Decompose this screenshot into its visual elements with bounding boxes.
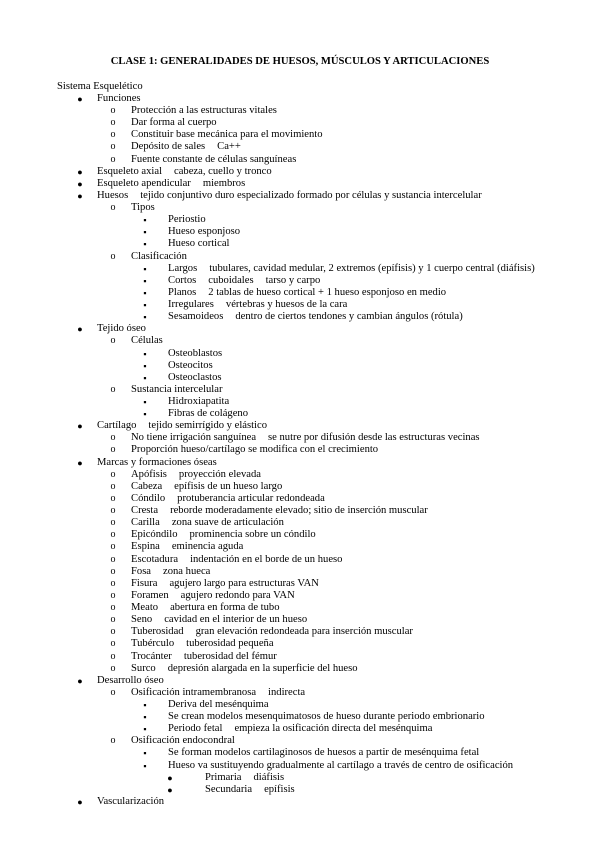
outline-item: [131, 687, 305, 699]
item-description: agujero redondo para VAN: [180, 589, 295, 601]
item-description: prominencia sobre un cóndilo: [189, 529, 316, 541]
outline-item: [97, 190, 482, 202]
item-term: Carilla: [131, 517, 160, 529]
item-term: Tuberosidad: [131, 626, 184, 638]
outline-item: [131, 105, 277, 117]
bullet-marker: ●: [77, 166, 83, 177]
item-description: zona suave de articulación: [171, 517, 284, 529]
item-term: Osificación endocondral: [131, 735, 235, 747]
item-term: Hueso cortical: [168, 238, 230, 250]
outline-item: [168, 311, 463, 323]
bullet-marker: o: [110, 589, 116, 601]
bullet-marker: o: [110, 202, 116, 214]
item-term: Proporción hueso/cartílago se modifica con el crecimiento: [131, 444, 379, 456]
outline-item: [131, 251, 187, 263]
outline-item: [97, 457, 217, 469]
outline-item: [97, 420, 267, 432]
item-description: dentro de ciertos tendones y cambian ángulos (rótula): [235, 311, 463, 323]
item-term: Apófisis: [131, 468, 167, 480]
bullet-marker: o: [110, 468, 116, 480]
bullet-marker: ▪: [143, 312, 147, 323]
bullet-marker: o: [110, 553, 116, 565]
bullet-marker: o: [110, 602, 116, 614]
item-term: Osificación intramembranosa: [131, 686, 257, 698]
item-description: epífisis de un hueso largo: [174, 480, 283, 492]
bullet-marker: o: [110, 650, 116, 662]
bullet-marker: ●: [167, 784, 173, 795]
bullet-marker: ▪: [143, 724, 147, 735]
item-term: Funciones: [97, 93, 141, 104]
item-term: Hidroxiapatita: [168, 396, 230, 407]
item-term: Esqueleto axial: [97, 165, 163, 177]
item-term: Sesamoideos: [168, 311, 224, 323]
item-description: cabeza, cuello y tronco: [174, 165, 272, 177]
outline-item: [131, 626, 413, 638]
item-description: cuboidales: [208, 274, 254, 286]
bullet-marker: ▪: [143, 275, 147, 286]
bullet-marker: o: [110, 638, 116, 650]
item-term: Secundaria: [205, 783, 253, 795]
bullet-marker: o: [110, 117, 116, 129]
item-description: protuberancia articular redondeada: [177, 492, 325, 504]
item-term: Primaria: [205, 771, 242, 783]
bullet-marker: ▪: [143, 409, 147, 420]
outline-item: [131, 517, 284, 529]
item-term: Hueso esponjoso: [168, 226, 241, 238]
outline-item: [168, 214, 206, 226]
bullet-marker: ●: [77, 796, 83, 807]
item-term: Cabeza: [131, 480, 163, 492]
item-description: vértebras y huesos de la cara: [225, 299, 348, 311]
bullet-marker: ●: [77, 324, 83, 335]
outline-item: [131, 651, 277, 663]
item-term: Fuente constante de células sanguíneas: [131, 153, 297, 165]
item-term: Desarrollo óseo: [97, 674, 164, 686]
item-term: Cartílago: [97, 420, 137, 432]
item-term: Osteoblastos: [168, 347, 223, 359]
item-term: Se forman modelos cartilaginosos de huesos a partir de mesénquima fetal: [168, 747, 480, 759]
outline-item: [168, 238, 229, 250]
item-description: abertura en forma de tubo: [170, 602, 280, 614]
item-description: eminencia aguda: [171, 541, 244, 553]
bullet-marker: ●: [77, 94, 83, 104]
bullet-marker: o: [110, 517, 116, 529]
item-description: indentación en el borde de un hueso: [190, 553, 343, 565]
bullet-marker: ▪: [143, 360, 147, 371]
item-description: tejido semirrígido y elástico: [148, 420, 267, 432]
outline-item: [131, 444, 378, 456]
item-description: miembros: [202, 177, 246, 189]
bullet-marker: ●: [167, 772, 173, 783]
outline-item: [131, 529, 316, 541]
outline-item: [131, 735, 235, 747]
bullet-marker: o: [110, 141, 116, 153]
item-term: Hueso va sustituyendo gradualmente al cartílago a través de centro de osificación: [168, 759, 514, 771]
item-term: Escotadura: [131, 553, 179, 565]
outline-item: [97, 166, 272, 178]
item-term: Epicóndilo: [131, 529, 178, 541]
item-description: proyección elevada: [178, 468, 261, 480]
document-title: CLASE 1: GENERALIDADES DE HUESOS, MÚSCULOS Y ARTICULACIONES: [110, 56, 490, 67]
bullet-marker: o: [110, 686, 116, 698]
item-term: Osteoclastos: [168, 371, 222, 383]
bullet-marker: o: [110, 614, 116, 626]
outline-item: [131, 481, 282, 493]
outline-item: [131, 141, 241, 153]
outline-item: [131, 638, 274, 650]
bullet-marker: ●: [77, 190, 83, 201]
item-term: Sustancia intercelular: [131, 383, 223, 395]
item-term: Meato: [131, 602, 159, 614]
bullet-marker: o: [110, 565, 116, 577]
item-term: Depósito de sales: [131, 141, 206, 153]
item-term: Periostio: [168, 214, 206, 226]
item-term: Periodo fetal: [168, 723, 223, 735]
bullet-marker: ▪: [143, 215, 147, 226]
bullet-marker: o: [110, 129, 116, 141]
item-term: No tiene irrigación sanguínea: [131, 432, 257, 444]
item-term: Constituir base mecánica para el movimiento: [131, 129, 323, 141]
outline-item: [131, 493, 325, 505]
bullet-marker: ▪: [143, 287, 147, 298]
outline-item: [168, 408, 248, 420]
item-description: 2 tablas de hueso cortical + 1 hueso esponjoso en medio: [208, 286, 447, 298]
item-description: tejido conjuntivo duro especializado formado por células y sustancia intercelular: [140, 189, 482, 201]
bullet-marker: o: [110, 432, 116, 444]
outline-item: [168, 372, 222, 384]
item-term: Cóndilo: [131, 492, 166, 504]
item-term: Marcas y formaciones óseas: [97, 456, 217, 468]
item-term: Tejido óseo: [97, 323, 146, 335]
item-term: Protección a las estructuras vitales: [131, 105, 277, 117]
bullet-marker: o: [110, 105, 116, 117]
bullet-marker: ▪: [143, 748, 147, 759]
bullet-marker: o: [110, 335, 116, 347]
outline-item: [131, 384, 222, 396]
bullet-marker: o: [110, 529, 116, 541]
outline-item: [131, 154, 296, 166]
item-term: Tubérculo: [131, 638, 175, 650]
item-term: Seno: [131, 614, 153, 626]
item-description: epífisis: [264, 783, 295, 795]
item-term: Fibras de colágeno: [168, 408, 249, 420]
outline-item: [168, 760, 513, 772]
item-term: Deriva del mesénquima: [168, 699, 269, 710]
bullet-marker: ▪: [143, 239, 147, 250]
item-term: Espina: [131, 541, 160, 553]
outline-item: [131, 335, 163, 347]
item-description: gran elevación redondeada para inserción muscular: [195, 626, 413, 638]
outline-item: [131, 469, 261, 481]
outline-item: [97, 93, 141, 105]
outline-item: [131, 554, 342, 566]
outline-item: [168, 275, 320, 287]
outline-item: [168, 699, 269, 711]
outline-item: [168, 360, 213, 372]
item-term: Planos: [168, 286, 197, 298]
outline-item: [205, 784, 295, 796]
outline-item: [168, 348, 222, 360]
item-description: empieza la osificación directa del mesénquima: [234, 723, 433, 735]
outline-item: [97, 178, 245, 190]
item-term: Células: [131, 335, 163, 347]
outline-item: [131, 202, 155, 214]
outline-item: [205, 772, 284, 784]
item-description: cavidad en el interior de un hueso: [164, 614, 308, 626]
item-term: Foramen: [131, 589, 169, 601]
item-description: tarso y carpo: [265, 274, 321, 286]
outline-item: [131, 602, 280, 614]
item-description: agujero largo para estructuras VAN: [169, 577, 319, 589]
bullet-marker: ●: [77, 421, 83, 432]
outline-item: [131, 614, 307, 626]
outline-item: [168, 711, 485, 723]
bullet-marker: ●: [77, 457, 83, 468]
outline-item: [168, 287, 446, 299]
bullet-marker: o: [110, 541, 116, 553]
outline-item: [131, 117, 217, 129]
item-term: Huesos: [97, 189, 129, 201]
bullet-marker: o: [110, 444, 116, 456]
item-term: Cresta: [131, 505, 159, 517]
item-description: se nutre por difusión desde las estructuras vecinas: [268, 432, 480, 444]
section-heading: Sistema Esquelético: [57, 81, 143, 92]
item-term: Fosa: [131, 565, 152, 577]
bullet-marker: o: [110, 383, 116, 395]
item-term: Osteocitos: [168, 359, 213, 371]
item-term: Largos: [168, 262, 198, 274]
outline-item: [97, 323, 146, 335]
item-term: Dar forma al cuerpo: [131, 117, 217, 129]
outline-item: [168, 396, 229, 408]
bullet-marker: o: [110, 577, 116, 589]
outline-item: [168, 299, 347, 311]
item-description: tubulares, cavidad medular, 2 extremos (epífisis) y 1 cuerpo central (diáfisis): [209, 262, 535, 274]
outline-item: [131, 129, 323, 141]
outline-item: [168, 723, 432, 735]
item-description: diáfisis: [253, 771, 285, 783]
bullet-marker: ▪: [143, 348, 147, 359]
outline-item: [131, 566, 210, 578]
bullet-marker: ▪: [143, 712, 147, 723]
bullet-marker: o: [110, 662, 116, 674]
item-description: depresión alargada en la superficie del hueso: [167, 662, 358, 674]
item-description: Ca++: [217, 141, 241, 153]
bullet-marker: ▪: [143, 227, 147, 238]
item-term: Esqueleto apendicular: [97, 177, 191, 189]
bullet-marker: o: [110, 492, 116, 504]
bullet-marker: o: [110, 153, 116, 165]
item-description: zona hueca: [163, 565, 211, 577]
item-term: Surco: [131, 662, 156, 674]
outline-item: [131, 432, 480, 444]
item-term: Fisura: [131, 577, 158, 589]
item-description: tuberosidad pequeña: [186, 638, 274, 650]
outline-item: [168, 747, 479, 759]
bullet-marker: ▪: [143, 700, 147, 710]
outline-item: [97, 796, 164, 808]
bullet-marker: ●: [77, 675, 83, 686]
outline-item: [168, 263, 535, 275]
outline-item: [168, 226, 240, 238]
outline-item: [97, 675, 164, 687]
bullet-marker: ●: [77, 178, 83, 189]
item-term: Clasificación: [131, 250, 187, 262]
item-description: indirecta: [268, 686, 306, 698]
outline-item: [131, 541, 243, 553]
bullet-marker: o: [110, 505, 116, 517]
outline-item: [131, 590, 295, 602]
item-term: Irregulares: [168, 299, 214, 311]
bullet-marker: o: [110, 250, 116, 262]
item-term: Trocánter: [131, 650, 172, 662]
item-term: Vascularización: [97, 795, 165, 807]
outline-item: [131, 663, 358, 675]
outline-item: [131, 578, 319, 590]
item-term: Cortos: [168, 274, 197, 286]
item-description: reborde moderadamente elevado; sitio de inserción muscular: [170, 505, 428, 517]
bullet-marker: ▪: [143, 263, 147, 274]
item-description: tuberosidad del fémur: [183, 650, 277, 662]
item-term: Tipos: [131, 202, 155, 214]
outline-item: [131, 505, 428, 517]
bullet-marker: o: [110, 480, 116, 492]
bullet-marker: ▪: [143, 760, 147, 771]
bullet-marker: ▪: [143, 300, 147, 311]
item-term: Se crean modelos mesenquimatosos de hueso durante periodo embrionario: [168, 711, 485, 723]
bullet-marker: o: [110, 626, 116, 638]
bullet-marker: ▪: [143, 397, 147, 407]
bullet-marker: ▪: [143, 372, 147, 383]
bullet-marker: o: [110, 735, 116, 747]
